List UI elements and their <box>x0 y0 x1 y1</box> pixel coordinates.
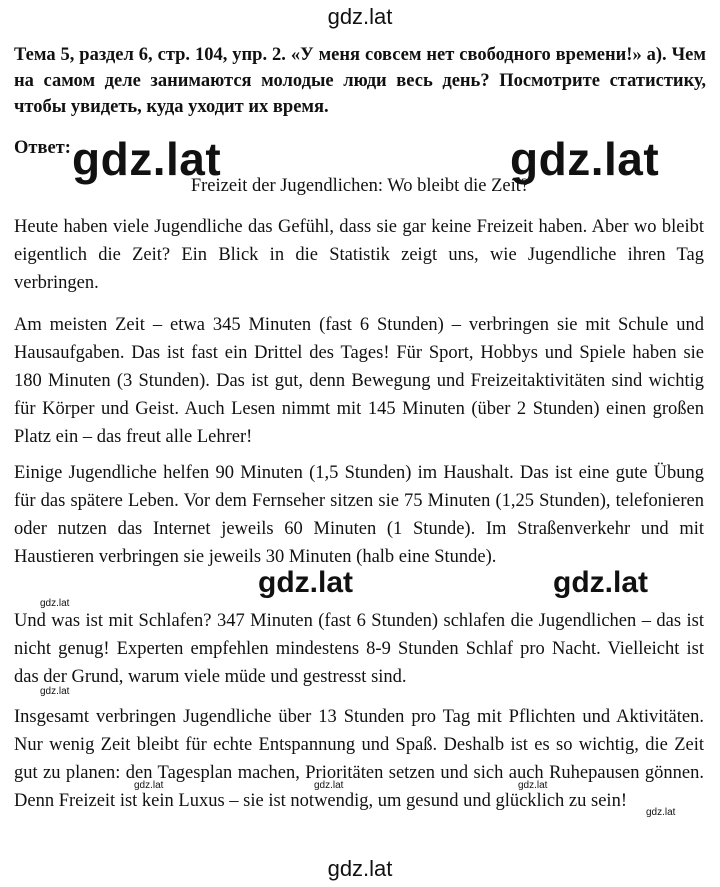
watermark-small: gdz.lat <box>314 780 344 791</box>
essay-paragraph: Einige Jugendliche helfen 90 Minuten (1,5 Stunden) im Haushalt. Das ist eine gute Übung für das spätere Leben. Vor dem Fernseher sitzen sie 75 Minuten (1,25 Stunden), telefonieren oder nutzen das Internet jeweils 60 Minuten (1 Stunde). Im Straßenverkehr und mit Haustieren verbringen sie jeweils 30 Minuten (halb eine Stunde). <box>14 463 704 567</box>
task-heading: Тема 5, раздел 6, стр. 104, упр. 2. «У меня совсем нет свободного времени!» а). Чем на самом деле занимаются молодые люди весь день? Посмотрите статистику, чтобы увидеть, куда уходит их время. <box>14 45 706 117</box>
watermark-large-left: gdz.lat <box>72 133 222 185</box>
essay-paragraph: Insgesamt verbringen Jugendliche über 13 Stunden pro Tag mit Pflichten und Aktivitäten. Nur wenig Zeit bleibt für echte Entspannung und Spaß. Deshalb ist es so wichtig, die Zeit gut zu planen: den Tagesplan machen, Prioritäten setzen und sich auch Ruhepausen gönnen. Denn Freizeit ist kein Luxus – sie ist notwendig, um gesund und glücklich zu sein! <box>14 707 704 811</box>
watermark-top: gdz.lat <box>327 4 393 29</box>
essay-title: Freizeit der Jugendlichen: Wo bleibt die Zeit? <box>190 176 530 196</box>
watermark-medium-left: gdz.lat <box>258 566 353 599</box>
essay-paragraph: Heute haben viele Jugendliche das Gefühl, dass sie gar keine Freizeit haben. Aber wo bleibt eigentlich die Zeit? Ein Blick in die Statistik zeigt uns, wie Jugendliche ihren Tag verbringen. <box>14 217 704 293</box>
watermark-small: gdz.lat <box>40 686 70 697</box>
watermark-large-right: gdz.lat <box>510 133 660 185</box>
answer-label: Ответ: <box>14 138 71 158</box>
watermark-small: gdz.lat <box>40 598 70 609</box>
watermark-bottom: gdz.lat <box>327 856 393 881</box>
watermark-small: gdz.lat <box>646 807 676 818</box>
watermark-medium-right: gdz.lat <box>553 566 648 599</box>
essay-paragraph: Und was ist mit Schlafen? 347 Minuten (fast 6 Stunden) schlafen die Jugendlichen – das ist nicht genug! Experten empfehlen mindestens 8-9 Stunden Schlaf pro Nacht. Vielleicht ist das der Grund, warum viele müde und gestresst sind. <box>14 611 704 687</box>
essay-paragraph: Am meisten Zeit – etwa 345 Minuten (fast 6 Stunden) – verbringen sie mit Schule und Hausaufgaben. Das ist fast ein Drittel des Tages! Für Sport, Hobbys und Spiele haben sie 180 Minuten (3 Stunden). Das ist gut, denn Bewegung und Freizeitaktivitäten sind wichtig für Körper und Geist. Auch Lesen nimmt mit 145 Minuten (über 2 Stunden) einen großen Platz ein – das freut alle Lehrer! <box>14 315 704 447</box>
watermark-small: gdz.lat <box>518 780 548 791</box>
watermark-small: gdz.lat <box>134 780 164 791</box>
